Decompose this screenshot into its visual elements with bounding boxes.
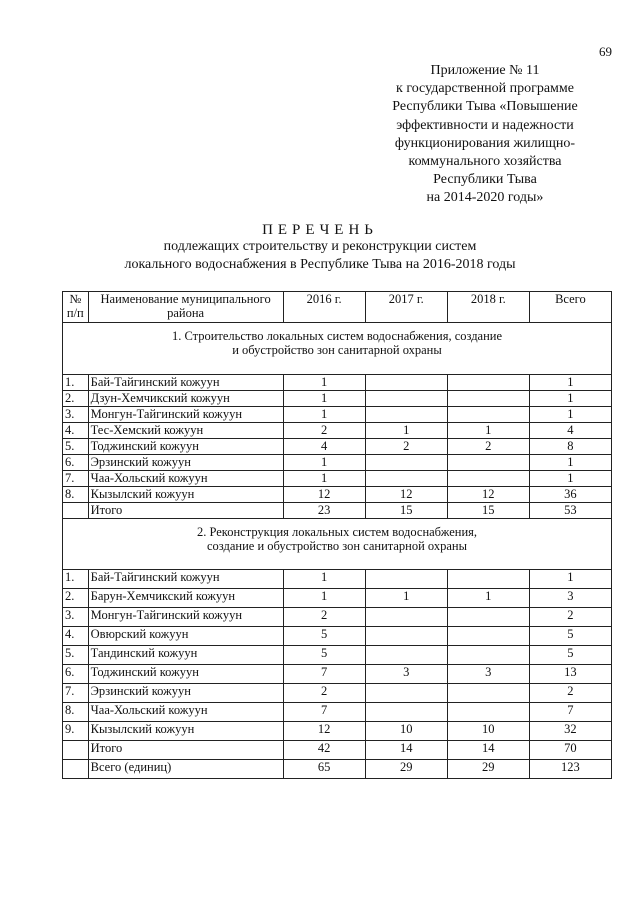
appendix-line: Республики Тыва «Повышение [392, 99, 578, 115]
row-number: 1. [63, 375, 89, 391]
table-row [63, 589, 612, 608]
row-number: 7. [63, 684, 89, 703]
table-row [63, 665, 612, 684]
value-2016: 7 [283, 665, 365, 684]
value-2017 [365, 407, 447, 423]
value-2018: 1 [447, 423, 529, 439]
value-2017 [365, 455, 447, 471]
district-name: Чаа-Хольский кожуун [88, 703, 283, 722]
value-2017: 29 [365, 760, 447, 779]
value-2018: 15 [447, 503, 529, 519]
value-total: 5 [529, 646, 611, 665]
value-2016: 1 [283, 391, 365, 407]
value-total: 5 [529, 627, 611, 646]
value-2016: 2 [283, 608, 365, 627]
value-2016: 1 [283, 471, 365, 487]
header-name: Наименование муниципального района [88, 292, 283, 323]
value-2016: 12 [283, 722, 365, 741]
value-2017 [365, 627, 447, 646]
value-2017: 15 [365, 503, 447, 519]
empty-cell [63, 741, 89, 760]
table-row [63, 684, 612, 703]
total-label: Всего (единиц) [88, 760, 283, 779]
value-2018: 1 [447, 589, 529, 608]
empty-cell [63, 760, 89, 779]
value-2017 [365, 375, 447, 391]
row-number: 5. [63, 646, 89, 665]
appendix-line: эффективности и надежности [396, 117, 574, 133]
subtitle-line: локального водоснабжения в Республике Тыва на 2016-2018 годы [124, 257, 516, 272]
value-2017 [365, 703, 447, 722]
empty-cell [63, 503, 89, 519]
table-header [63, 292, 612, 375]
value-2018 [447, 703, 529, 722]
section-title-line: 2. Реконструкция локальных систем водоснабжения, [196, 525, 478, 539]
value-total: 1 [529, 391, 611, 407]
value-2018 [447, 684, 529, 703]
value-2018 [447, 627, 529, 646]
document-subtitle [0, 238, 640, 274]
section-title [63, 323, 612, 375]
row-number: 4. [63, 627, 89, 646]
appendix-reference [360, 62, 610, 208]
value-2018 [447, 407, 529, 423]
header-total: Всего [529, 292, 611, 323]
row-number: 2. [63, 391, 89, 407]
value-2016: 1 [283, 570, 365, 589]
value-2016: 1 [283, 407, 365, 423]
value-2016: 2 [283, 423, 365, 439]
value-total: 4 [529, 423, 611, 439]
value-2018: 10 [447, 722, 529, 741]
value-2016: 12 [283, 487, 365, 503]
section-2-header [63, 519, 612, 570]
value-2018 [447, 646, 529, 665]
district-name: Бай-Тайгинский кожуун [88, 570, 283, 589]
table-row [63, 608, 612, 627]
section-title [63, 519, 612, 570]
value-2018: 14 [447, 741, 529, 760]
table-row [63, 391, 612, 407]
value-total: 13 [529, 665, 611, 684]
row-number: 1. [63, 570, 89, 589]
value-2018: 2 [447, 439, 529, 455]
district-name: Чаа-Хольский кожуун [88, 471, 283, 487]
row-number: 5. [63, 439, 89, 455]
value-2017: 12 [365, 487, 447, 503]
value-total: 123 [529, 760, 611, 779]
value-total: 1 [529, 407, 611, 423]
appendix-line: Приложение № 11 [430, 63, 540, 78]
value-2016: 42 [283, 741, 365, 760]
value-2018 [447, 471, 529, 487]
district-name: Тоджинский кожуун [88, 665, 283, 684]
value-2016: 5 [283, 627, 365, 646]
table-row [63, 471, 612, 487]
table-row [63, 487, 612, 503]
appendix-line: коммунального хозяйства [408, 154, 562, 170]
section-1-rows [63, 375, 612, 519]
value-2016: 1 [283, 589, 365, 608]
value-2017 [365, 684, 447, 703]
value-2018 [447, 455, 529, 471]
table-row [63, 722, 612, 741]
header-2017: 2017 г. [365, 292, 447, 323]
row-number: 4. [63, 423, 89, 439]
district-name: Кызылский кожуун [88, 722, 283, 741]
page-number: 69 [599, 44, 612, 59]
value-2018: 29 [447, 760, 529, 779]
value-2017 [365, 471, 447, 487]
row-number: 2. [63, 589, 89, 608]
value-2016: 7 [283, 703, 365, 722]
value-2016: 65 [283, 760, 365, 779]
table-row [63, 455, 612, 471]
district-name: Тандинский кожуун [88, 646, 283, 665]
row-number: 8. [63, 703, 89, 722]
row-number: 7. [63, 471, 89, 487]
grand-total-row [63, 760, 612, 779]
value-2017: 14 [365, 741, 447, 760]
value-total: 2 [529, 684, 611, 703]
value-2017: 1 [365, 423, 447, 439]
value-total: 8 [529, 439, 611, 455]
value-total: 36 [529, 487, 611, 503]
appendix-line: к государственной программе [396, 81, 574, 97]
value-2016: 23 [283, 503, 365, 519]
district-name: Эрзинский кожуун [88, 684, 283, 703]
section-2-rows [63, 570, 612, 779]
appendix-line: Республики Тыва [433, 172, 537, 188]
district-name: Дзун-Хемчикский кожуун [88, 391, 283, 407]
water-supply-table [62, 291, 612, 779]
section-title-line: 1. Строительство локальных систем водоснабжения, создание [171, 329, 503, 343]
value-2016: 2 [283, 684, 365, 703]
district-name: Тоджинский кожуун [88, 439, 283, 455]
value-total: 1 [529, 455, 611, 471]
table-row [63, 703, 612, 722]
value-2017 [365, 570, 447, 589]
row-number: 3. [63, 407, 89, 423]
total-label: Итого [88, 503, 283, 519]
table-row [63, 646, 612, 665]
table-row [63, 423, 612, 439]
district-name: Барун-Хемчикский кожуун [88, 589, 283, 608]
header-2016: 2016 г. [283, 292, 365, 323]
value-total: 7 [529, 703, 611, 722]
value-total: 1 [529, 375, 611, 391]
value-2017 [365, 646, 447, 665]
district-name: Овюрский кожуун [88, 627, 283, 646]
value-total: 3 [529, 589, 611, 608]
subtotal-row [63, 741, 612, 760]
value-2018 [447, 375, 529, 391]
value-2017: 3 [365, 665, 447, 684]
value-2016: 1 [283, 455, 365, 471]
value-2018 [447, 391, 529, 407]
value-2018 [447, 570, 529, 589]
row-number: 6. [63, 455, 89, 471]
document-title: ПЕРЕЧЕНЬ [262, 222, 378, 238]
row-number: 8. [63, 487, 89, 503]
value-total: 2 [529, 608, 611, 627]
district-name: Монгун-Тайгинский кожуун [88, 407, 283, 423]
appendix-line: функционирования жилищно- [394, 135, 576, 151]
section-title-line: создание и обустройство зон санитарной охраны [206, 539, 468, 553]
section-title-line: и обустройство зон санитарной охраны [232, 343, 442, 357]
table-row [63, 570, 612, 589]
table-row [63, 439, 612, 455]
value-2018: 12 [447, 487, 529, 503]
subtotal-row [63, 503, 612, 519]
table-row [63, 627, 612, 646]
table-row [63, 375, 612, 391]
value-total: 32 [529, 722, 611, 741]
value-2017 [365, 608, 447, 627]
header-2018: 2018 г. [447, 292, 529, 323]
district-name: Монгун-Тайгинский кожуун [88, 608, 283, 627]
district-name: Тес-Хемский кожуун [88, 423, 283, 439]
value-total: 53 [529, 503, 611, 519]
row-number: 3. [63, 608, 89, 627]
value-2016: 1 [283, 375, 365, 391]
value-2018: 3 [447, 665, 529, 684]
value-2016: 5 [283, 646, 365, 665]
appendix-line: на 2014-2020 годы» [426, 190, 544, 206]
header-no: № п/п [63, 292, 89, 323]
value-2017 [365, 391, 447, 407]
subtitle-line: подлежащих строительству и реконструкции систем [163, 239, 477, 254]
table-row [63, 407, 612, 423]
district-name: Эрзинский кожуун [88, 455, 283, 471]
value-total: 1 [529, 471, 611, 487]
total-label: Итого [88, 741, 283, 760]
value-total: 70 [529, 741, 611, 760]
value-2017: 1 [365, 589, 447, 608]
value-2018 [447, 608, 529, 627]
value-total: 1 [529, 570, 611, 589]
value-2017: 2 [365, 439, 447, 455]
value-2016: 4 [283, 439, 365, 455]
row-number: 6. [63, 665, 89, 684]
value-2017: 10 [365, 722, 447, 741]
row-number: 9. [63, 722, 89, 741]
district-name: Кызылский кожуун [88, 487, 283, 503]
district-name: Бай-Тайгинский кожуун [88, 375, 283, 391]
